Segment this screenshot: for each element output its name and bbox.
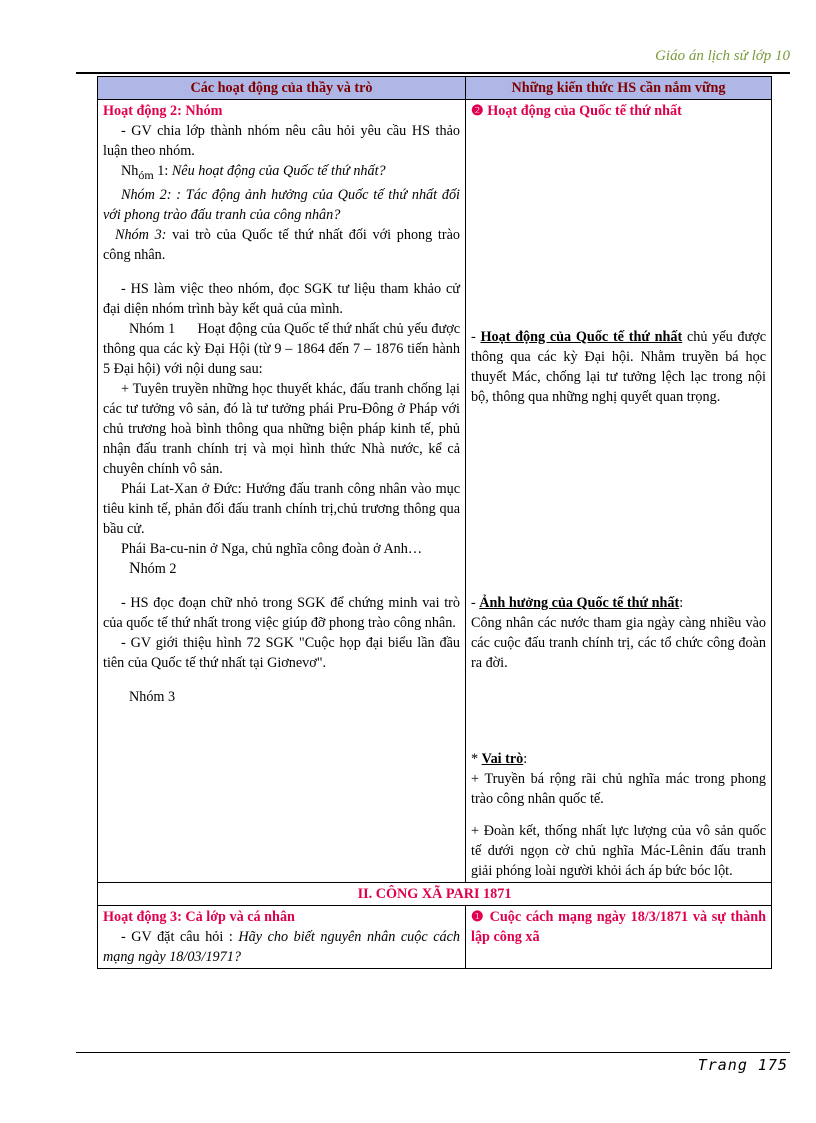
knowledge-influence-colon: : — [679, 595, 684, 611]
activity-3-question — [103, 927, 460, 967]
activities-cell — [98, 100, 466, 883]
group-1-label-b: óm — [138, 168, 154, 182]
activity-3-cell — [98, 906, 466, 969]
knowledge-role-star: * — [471, 751, 482, 767]
knowledge-cell — [466, 100, 772, 883]
group-1-point-1: + Tuyên truyền những học thuyết khác, đấu tranh chống lại các tư tưởng vô sản, đó là tư tưởng phái Pru-Đông ở Pháp với chủ trương hoà bình thông qua những biện pháp kinh tế, phủ nhận đấu tranh chính trị và mọi hình thức Nhà nước, kể cả chuyên chính vô sản. — [103, 381, 460, 477]
group-3-label: Nhóm 3 — [129, 689, 176, 705]
activity-2-title: Hoạt động 2: Nhóm — [103, 103, 223, 119]
group-1-point-2: Phái Lat-Xan ở Đức: Hướng đấu tranh công nhân vào mục tiêu kinh tế, phản đối đấu tranh chính trị,chủ trương thông qua bầu cử. — [103, 481, 460, 537]
knowledge-role-colon: : — [523, 751, 528, 767]
knowledge-activities-text: chủ yếu được thông qua các kỳ Đại hội. Nhằm truyền bá học thuyết Mác, chống lại tư tưởng lệch lạc trong nội bộ, thông qua những nghị quyết quan trọng. — [471, 329, 766, 405]
knowledge-cell-2 — [466, 906, 772, 969]
knowledge-role-label: Vai trò — [481, 751, 524, 767]
knowledge-influence-dash: - — [471, 595, 480, 611]
knowledge-heading-1: ❶ Cuộc cách mạng ngày 18/3/1871 và sự thành lập công xã — [471, 909, 766, 945]
group-2-label-a: N — [129, 560, 141, 577]
group-1-label-a: Nh — [121, 163, 139, 179]
knowledge-role-point-2: + Đoàn kết, thống nhất lực lượng của vô sản quốc tế dưới ngọn cờ chủ nghĩa Mác-Lênin đấu tranh giải phóng loài người khỏi ách áp bức bóc lột. — [471, 823, 766, 879]
group-3-question-text: vai trò của Quốc tế thứ nhất đối với phong trào công nhân. — [103, 227, 460, 263]
group-2-label: Nhóm 2: — [121, 187, 177, 203]
lesson-table — [97, 76, 772, 969]
group-1-question-text: Nêu hoạt động của Quốc tế thứ nhất? — [171, 163, 386, 179]
group-3-label: Nhóm 3: — [115, 227, 173, 243]
knowledge-activities-dash: - — [471, 329, 481, 345]
group-3-question — [103, 225, 460, 265]
header-title: Giáo án lịch sử lớp 10 — [655, 48, 790, 64]
hs-reading-task: - HS đọc đoạn chữ nhỏ trong SGK để chứng minh vai trò của quốc tế thứ nhất trong việc giúp đỡ phong trào công nhân. — [103, 595, 460, 631]
knowledge-heading-2: ❷ Hoạt động của Quốc tế thứ nhất — [471, 103, 682, 119]
activity-3-question-text: Hãy cho biết nguyên nhân cuộc cách mạng ngày 18/03/1971? — [103, 929, 460, 965]
knowledge-role-title — [471, 749, 766, 769]
knowledge-influence-text: Công nhân các nước tham gia ngày càng nhiều vào các cuộc đấu tranh chính trị, các tổ chức công đoàn ra đời. — [471, 615, 766, 671]
group-1-label-c: 1: — [153, 163, 172, 179]
group-1-question — [103, 161, 460, 185]
group-2-question — [103, 185, 460, 225]
knowledge-influence-title — [471, 593, 766, 613]
group-1-answer-text: Hoạt động của Quốc tế thứ nhất chủ yếu được thông qua các kỳ Đại Hội (từ 9 – 1864 đến 7 – 1876 tiến hành 5 Đại hội) với nội dung sau: — [103, 321, 461, 377]
column-header-activities: Các hoạt động của thầy và trò — [98, 77, 466, 100]
activity-3-question-label: - GV đặt câu hỏi : — [121, 929, 239, 945]
group-1-answer-label: Nhóm 1 — [129, 321, 176, 337]
group-2-label-b: hóm 2 — [140, 561, 177, 577]
knowledge-role-point-1: + Truyền bá rộng rãi chủ nghĩa mác trong phong trào công nhân quốc tế. — [471, 771, 766, 807]
hs-instruction: - HS làm việc theo nhóm, đọc SGK tư liệu tham khảo cử đại diện nhóm trình bày kết quả của mình. — [103, 281, 460, 317]
gv-image-intro: - GV giới thiệu hình 72 SGK "Cuộc họp đại biểu lần đầu tiên của Quốc tế thứ nhất tại Giơnevơ". — [103, 635, 460, 671]
group-1-point-3: Phái Ba-cu-nin ở Nga, chủ nghĩa công đoàn ở Anh… — [121, 541, 423, 557]
group-2-question-text: : Tác động ảnh hưởng của Quốc tế thứ nhất đối với phong trào đấu tranh của công nhân? — [103, 187, 460, 223]
page-number: Trang 175 — [697, 1056, 788, 1074]
footer-rule — [76, 1052, 790, 1053]
column-header-knowledge: Những kiến thức HS cần nắm vững — [466, 77, 772, 100]
activity-3-title: Hoạt động 3: Cả lớp và cá nhân — [103, 909, 295, 925]
group-2-label — [103, 559, 460, 579]
section-title-paris-commune: II. CÔNG XÃ PARI 1871 — [98, 883, 772, 906]
header-rule — [76, 72, 790, 74]
knowledge-activities-title: Hoạt động của Quốc tế thứ nhất — [480, 329, 683, 345]
knowledge-activities — [471, 327, 766, 407]
group-1-answer — [103, 319, 460, 379]
gv-instruction: - GV chia lớp thành nhóm nêu câu hỏi yêu cầu HS thảo luận theo nhóm. — [103, 123, 460, 159]
knowledge-influence-label: Ảnh hưởng của Quốc tế thứ nhất — [479, 595, 680, 611]
